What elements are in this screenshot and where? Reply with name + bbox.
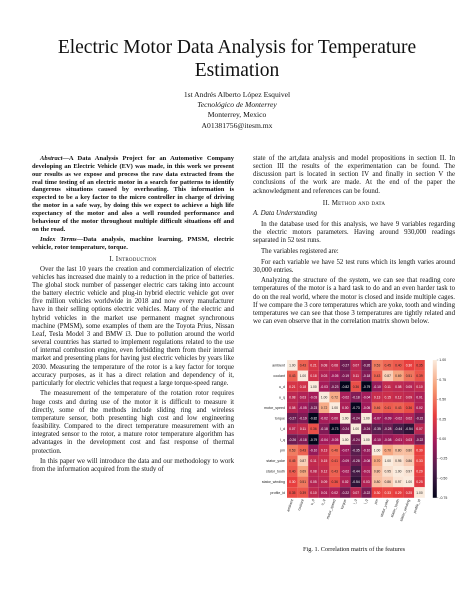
- cell-value-label: 0.13: [373, 395, 381, 400]
- colorbar-tick-label: 0.25: [439, 417, 447, 422]
- cell-value-label: 0.09: [405, 395, 413, 400]
- cell-value-label: 0.18: [299, 384, 307, 389]
- cell-value-label: -0.18: [352, 395, 360, 400]
- row-tick-label: pm: [280, 448, 285, 453]
- cell-value-label: 0.70: [384, 448, 391, 453]
- cell-value-label: -0.79: [362, 384, 371, 389]
- intro-paragraph-3: In this paper we will introduce the data and our methodology to work from the information acquired from the study of: [32, 458, 234, 474]
- abstract: [32, 155, 234, 233]
- cell-value-label: -0.05: [299, 406, 307, 410]
- cell-value-label: 0.11: [352, 374, 359, 379]
- cell-value-label: 0.80: [373, 480, 381, 485]
- column-tick-label: u_q: [320, 498, 327, 506]
- cell-value-label: 0.95: [395, 459, 402, 463]
- cell-value-label: -0.01: [394, 437, 403, 442]
- column-tick-label: stator_tooth: [389, 498, 401, 518]
- cell-value-label: -0.08: [362, 459, 371, 463]
- cell-value-label: 0.08: [331, 363, 338, 368]
- cell-value-label: 0.33: [384, 490, 391, 495]
- cell-value-label: -0.02: [341, 469, 350, 474]
- cell-value-label: 0.43: [373, 374, 381, 379]
- column-tick-label: stator_yoke: [379, 498, 390, 518]
- cell-value-label: -0.02: [394, 416, 403, 421]
- cell-value-label: -0.10: [373, 384, 381, 389]
- column-tick-label: i_q: [363, 498, 369, 505]
- column-tick-label: profile_id: [412, 498, 422, 514]
- cell-value-label: -0.24: [341, 427, 350, 432]
- cell-value-label: 0.03: [299, 395, 307, 400]
- cell-value-label: 0.11: [384, 384, 391, 389]
- cell-value-label: 0.33: [416, 459, 423, 463]
- row-tick-label: torque: [274, 416, 285, 421]
- cell-value-label: 0.43: [299, 448, 307, 453]
- cell-value-label: -0.04: [362, 395, 371, 400]
- cell-value-label: -0.35: [373, 427, 381, 432]
- cell-value-label: -0.73: [352, 406, 360, 410]
- cell-value-label: 0.12: [395, 395, 402, 400]
- column-tick-label: i_d: [352, 498, 358, 505]
- column-tick-label: motor_speed: [325, 498, 337, 520]
- cell-value-label: 0.29: [395, 490, 402, 495]
- cell-value-label: 0.13: [320, 448, 328, 453]
- row-tick-label: u_q: [279, 395, 285, 400]
- cell-value-label: 0.95: [384, 469, 391, 474]
- cell-value-label: 0.51: [405, 374, 413, 379]
- cell-value-label: 0.36: [352, 384, 360, 389]
- colorbar-tick-label: 0.00: [439, 436, 447, 441]
- cell-value-label: 1.00: [384, 459, 391, 463]
- column-tick-label: ambient: [286, 498, 295, 513]
- cell-value-label: -0.28: [383, 427, 392, 432]
- cell-value-label: 0.09: [320, 480, 328, 485]
- cell-value-label: 0.12: [320, 469, 328, 474]
- cell-value-label: 0.40: [395, 363, 402, 368]
- author-city: Monterrey, Mexico: [207, 110, 267, 120]
- cell-value-label: -0.04: [320, 437, 328, 442]
- cell-value-label: -0.19: [341, 374, 350, 379]
- cell-value-label: 0.02: [416, 406, 423, 410]
- cell-value-label: -0.09: [383, 416, 392, 421]
- cell-value-label: 0.51: [299, 480, 307, 485]
- cell-value-label: 1.00: [342, 437, 349, 442]
- paper-title: Electric Motor Data Analysis for Temperature Estimation: [57, 37, 417, 81]
- cell-value-label: 0.41: [331, 459, 338, 463]
- cell-value-label: 0.87: [384, 374, 391, 379]
- cell-value-label: 1.00: [320, 395, 328, 400]
- cell-value-label: -0.23: [330, 384, 339, 389]
- cell-value-label: -0.26: [288, 437, 297, 442]
- abstract-text: —A Data Analysis Project for an Automotive Company developing an Electric Vehicle (EV) was made, in this work we present our results as we expose and process the raw data extracted from the real time testing of an electric motor in a search for patterns to identify dangerous situations caused by overheating. This information is expected to be a key factor to the micro controller in charge of driving the motor in a safe way, by doing this we expect to achieve a high life expectancy of the motor and also a well rounded performance and behaviour of the motor throughout multiple difficult situations off and on the road.: [32, 155, 234, 233]
- cell-value-label: 0.08: [310, 469, 317, 474]
- column-tick-label: coolant: [297, 498, 305, 512]
- cell-value-label: 0.08: [320, 363, 328, 368]
- cell-value-label: 0.07: [416, 427, 423, 432]
- cell-value-label: -0.09: [341, 459, 350, 463]
- cell-value-label: 0.18: [310, 374, 317, 379]
- author-name: 1st Andrés Alberto López Esquivel: [183, 90, 291, 99]
- cell-value-label: -0.02: [341, 395, 350, 400]
- index-terms: [32, 236, 234, 252]
- cell-value-label: 0.29: [416, 469, 423, 474]
- cell-value-label: -0.02: [320, 416, 328, 421]
- column-tick-label: pm: [373, 498, 380, 505]
- cell-value-label: 0.07: [352, 363, 360, 368]
- cell-value-label: 0.08: [289, 406, 296, 410]
- cell-value-label: 0.05: [405, 384, 413, 389]
- cell-value-label: 0.35: [289, 490, 296, 495]
- cell-value-label: 1.00: [416, 490, 423, 495]
- colorbar-tick-label: -0.75: [439, 496, 448, 500]
- cell-value-label: 0.97: [405, 469, 413, 474]
- cell-value-label: 0.53: [289, 448, 296, 453]
- cell-value-label: 0.41: [384, 406, 391, 410]
- cell-value-label: 0.21: [289, 384, 296, 389]
- colorbar-tick-label: 0.50: [439, 397, 447, 402]
- cell-value-label: 0.69: [299, 469, 307, 474]
- figure-caption: Fig. 1. Correlation matrix of the features: [302, 546, 406, 553]
- cell-value-label: 0.86: [405, 459, 413, 463]
- correlation-heatmap: [253, 352, 458, 552]
- cell-value-label: 0.01: [416, 395, 423, 400]
- cell-value-label: 0.30: [373, 490, 381, 495]
- cell-value-label: -0.28: [352, 459, 360, 463]
- intro-paragraph-2: The measurement of the temperature of the rotation rotor requires huge costs and during use of the motor it is difficult to measure it directly, some of the methods include sliding ring and wireless temperature sensor, both presenting high cost and low engineering feasibility. Compared to the direct temperature measurement with an integrated sensor to the rotor, a mature rotor temperature algorithm has advantages in the development cost and fast response of thermal protection.: [32, 390, 234, 455]
- cell-value-label: -0.22: [362, 490, 371, 495]
- subsection-heading: A. Data Understanding: [253, 209, 318, 217]
- column-tick-label: u_d: [309, 498, 316, 506]
- colorbar-tick-label: -0.25: [439, 456, 448, 461]
- row-tick-label: ambient: [272, 363, 285, 368]
- cell-value-label: 0.30: [289, 480, 296, 485]
- colorbar-tick-label: -0.50: [439, 476, 448, 481]
- cell-value-label: -0.24: [362, 427, 371, 432]
- continued-paragraph: state of the art,data analysis and model propositions in section II. In section III the results of the experimentation can be found. The discussion part is located in section IV and finally in section V the conclusions of the work are made. At the end of the paper the acknowledgment and references can be found.: [253, 155, 455, 195]
- right-column: [253, 155, 455, 329]
- cell-value-label: -0.18: [362, 374, 371, 379]
- cell-value-label: 0.01: [320, 490, 328, 495]
- row-tick-label: stator_winding: [261, 480, 285, 485]
- cell-value-label: 0.43: [395, 406, 402, 410]
- cell-value-label: 0.02: [342, 480, 349, 485]
- cell-value-label: 0.39: [416, 374, 423, 379]
- section-heading-method: II. Method and data: [322, 198, 386, 207]
- cell-value-label: 0.07: [352, 490, 360, 495]
- cell-value-label: 0.11: [299, 427, 306, 432]
- cell-value-label: 0.39: [299, 490, 307, 495]
- cell-value-label: 0.02: [405, 416, 413, 421]
- cell-value-label: -0.27: [288, 416, 297, 421]
- cell-value-label: 0.15: [384, 395, 391, 400]
- cell-value-label: 0.25: [405, 490, 413, 495]
- row-tick-label: stator_yoke: [266, 459, 285, 463]
- cell-value-label: -0.05: [330, 437, 339, 442]
- cell-value-label: 0.87: [299, 459, 307, 463]
- cell-value-label: 1.00: [405, 480, 413, 485]
- cell-value-label: 1.00: [352, 427, 360, 432]
- cell-value-label: 0.72: [331, 395, 338, 400]
- cell-value-label: 1.00: [299, 374, 307, 379]
- colorbar: [433, 360, 437, 498]
- author-block: [0, 90, 474, 131]
- cell-value-label: -0.79: [309, 437, 318, 442]
- row-tick-label: u_d: [279, 384, 285, 389]
- method-paragraph-1: In the database used for this analysis, we have 9 variables regarding the electric motors parameters. Having around 930,000 readings separated in 52 test runs.: [253, 221, 455, 245]
- cell-value-label: 0.36: [405, 406, 413, 410]
- cell-value-label: -0.01: [362, 469, 371, 474]
- cell-value-label: -0.03: [309, 395, 318, 400]
- cell-value-label: 0.70: [373, 459, 381, 463]
- cell-value-label: -0.10: [362, 448, 371, 453]
- cell-value-label: 1.00: [363, 416, 370, 421]
- cell-value-label: 0.45: [384, 363, 391, 368]
- cell-value-label: -0.24: [352, 437, 360, 442]
- cell-value-label: 0.08: [289, 395, 296, 400]
- row-tick-label: profile_id: [270, 490, 285, 495]
- cell-value-label: 1.00: [363, 437, 370, 442]
- cell-value-label: -0.10: [373, 437, 381, 442]
- cell-value-label: -0.18: [320, 427, 328, 432]
- cell-value-label: 0.36: [331, 480, 338, 485]
- cell-value-label: 0.00: [331, 416, 338, 421]
- cell-value-label: -0.22: [341, 490, 350, 495]
- cell-value-label: -0.54: [405, 427, 413, 432]
- cell-value-label: 0.03: [320, 374, 328, 379]
- cell-value-label: -0.44: [394, 427, 403, 432]
- cell-value-label: 0.72: [320, 406, 328, 410]
- cell-value-label: -0.27: [341, 363, 350, 368]
- row-tick-label: stator_tooth: [266, 469, 285, 474]
- cell-value-label: -0.10: [309, 448, 318, 453]
- cell-value-label: 0.86: [384, 480, 391, 485]
- cell-value-label: -0.08: [383, 437, 392, 442]
- cell-value-label: -0.82: [309, 416, 318, 421]
- cell-value-label: 0.15: [320, 459, 328, 463]
- cell-value-label: -0.73: [330, 427, 339, 432]
- row-tick-label: i_d: [280, 427, 285, 432]
- cell-value-label: 0.03: [363, 480, 370, 485]
- cell-value-label: 0.11: [310, 459, 317, 463]
- cell-value-label: 1.00: [373, 448, 381, 453]
- cell-value-label: 0.46: [331, 448, 338, 453]
- cell-value-label: 1.00: [289, 363, 296, 368]
- cell-value-label: 0.40: [289, 469, 296, 474]
- cell-value-label: 0.02: [331, 490, 338, 495]
- cell-value-label: 0.10: [310, 490, 317, 495]
- colorbar-tick-label: 0.75: [439, 377, 447, 382]
- cell-value-label: -0.24: [352, 416, 360, 421]
- cell-value-label: 0.43: [331, 469, 338, 474]
- method-paragraph-2: The variables registered are:: [261, 247, 339, 255]
- cell-value-label: 0.21: [310, 363, 317, 368]
- intro-paragraph-1: Over the last 10 years the creation and commercialization of electric vehicles has increased due mainly to a reduction in the price of batteries. The global stock number of passenger electric cars taking into account the battery electric vehicle and plug-in hybrid electric vehicle got over five million vehicles worldwide in 2018 and now every manufacturer have in their selling options electric vehicles. Many of the electric and hybrid vehicles in the market use permanent magnet synchronous machine (PMSM), some examples of them are the Toyota Prius, Nissan Leaf, Tesla Model 3 and BMW i3. Due to pollution around the world several countries has started to implement regulations related to the use of internal combustion engine, even forbidding them from their internal market and presenting plans for having just electric vehicles by years like 2030. Measuring the temperature of the rotor is a key factor for torque accuracy purposes, as it has a direct relation and dependency of it, particularly for electric vehicles that request a large torque-speed range.: [32, 265, 234, 387]
- cell-value-label: 1.00: [342, 416, 349, 421]
- cell-value-label: -0.22: [415, 416, 424, 421]
- cell-value-label: 0.30: [416, 448, 423, 453]
- cell-value-label: 1.00: [310, 384, 317, 389]
- cell-value-label: 0.05: [310, 480, 317, 485]
- cell-value-label: -0.07: [341, 448, 350, 453]
- cell-value-label: -0.23: [309, 406, 318, 410]
- left-column: [32, 155, 234, 477]
- abstract-label: Abstract: [40, 155, 63, 162]
- cell-value-label: 0.03: [405, 437, 413, 442]
- cell-value-label: 0.00: [342, 406, 349, 410]
- cell-value-label: 0.10: [416, 384, 423, 389]
- cell-value-label: 0.80: [405, 448, 413, 453]
- cell-value-label: -0.35: [352, 448, 360, 453]
- author-email: A01381756@itesm.mx: [201, 120, 273, 130]
- cell-value-label: -0.05: [330, 374, 339, 379]
- index-terms-text: —Data analysis, machine learning, PMSM, electric vehicle, rotor temperature, torque.: [32, 235, 234, 251]
- cell-value-label: 0.69: [395, 374, 402, 379]
- cell-value-label: -0.19: [299, 416, 307, 421]
- cell-value-label: 0.25: [416, 480, 423, 485]
- cell-value-label: 0.30: [405, 363, 413, 368]
- cell-value-label: 0.08: [395, 384, 402, 389]
- cell-value-label: -0.44: [352, 469, 360, 474]
- cell-value-label: 0.80: [373, 469, 381, 474]
- cell-value-label: 0.80: [395, 448, 402, 453]
- cell-value-label: -0.07: [373, 416, 381, 421]
- cell-value-label: -0.05: [362, 406, 371, 410]
- cell-value-label: -0.22: [415, 437, 424, 442]
- cell-value-label: 0.43: [289, 374, 296, 379]
- cell-value-label: 0.97: [395, 480, 402, 485]
- cell-value-label: 0.45: [289, 459, 296, 463]
- cell-value-label: -0.54: [352, 480, 360, 485]
- column-tick-label: stator_winding: [399, 498, 411, 522]
- cell-value-label: 1.00: [331, 406, 338, 410]
- cell-value-label: 0.53: [373, 363, 381, 368]
- method-paragraph-4: Analyzing the structure of the system, we can see that reading core temperatures of the motor is a hard task to do and an even harder task to do on the real world, where the motor is closed and inside multiple cages. If we compare the 3 core temperatures which are yoke, tooth and winding temperatures we can see that those 3 temperatures are tightly related and we can even observe that in the correlation matrix shown below.: [253, 277, 456, 325]
- colorbar-tick-label: 1.00: [439, 358, 447, 363]
- cell-value-label: 0.35: [416, 363, 423, 368]
- author-affiliation: Tecnológico de Monterrey: [197, 100, 277, 110]
- index-terms-label: Index Terms: [40, 235, 77, 243]
- section-heading-introduction: I. Introduction: [109, 254, 157, 263]
- row-tick-label: coolant: [273, 374, 285, 379]
- column-tick-label: torque: [339, 498, 348, 510]
- cell-value-label: 0.07: [289, 427, 296, 432]
- cell-value-label: -0.03: [320, 384, 328, 389]
- cell-value-label: -0.26: [362, 363, 371, 368]
- row-tick-label: motor_speed: [264, 406, 285, 410]
- cell-value-label: -0.82: [341, 384, 350, 389]
- row-tick-label: i_q: [280, 437, 285, 442]
- cell-value-label: 0.43: [299, 363, 307, 368]
- cell-value-label: 0.46: [373, 406, 381, 410]
- method-paragraph-3: For each variable we have 52 test runs which its length varies around 30,000 entries.: [253, 258, 455, 274]
- cell-value-label: 0.36: [310, 427, 317, 432]
- cell-value-label: 1.00: [395, 469, 402, 474]
- cell-value-label: -0.18: [299, 437, 307, 442]
